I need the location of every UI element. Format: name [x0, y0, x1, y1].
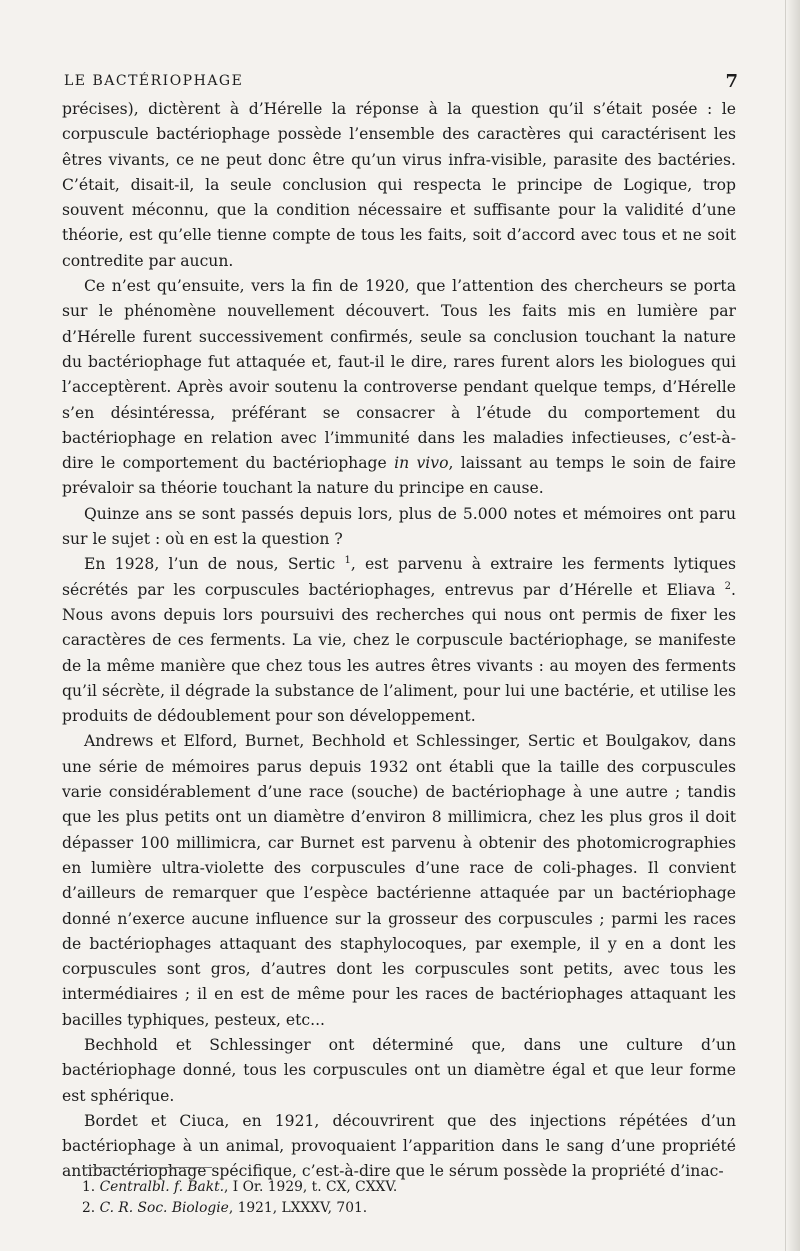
text-run: Ce n’est qu’ensuite, vers la fin de 1920, que l’attention des chercheurs se porta sur le phénomène nouvellement découvert. Tous les faits mis en lumière par d’Hérelle furent successivement confirmés, seule sa conclusion touchant la nature du bactériophage fut attaquée et, faut-il le dire, rares furent alors les biologues qui l’acceptèrent. Après avoir soutenu la controverse pendant quelque temps, d’Hérelle s’en désintéressa, préférant se consacrer à l’étude du comportement du bactériophage en relation avec l’immunité dans les maladies infectieuses, c’est-à-dire le comportement du bactériophage	[62, 277, 736, 473]
body-text	[62, 97, 736, 1185]
paragraph	[62, 97, 736, 274]
italic-text: C. R. Soc. Biologie	[99, 1200, 229, 1216]
paragraph	[62, 1109, 736, 1185]
paragraph	[62, 502, 736, 553]
page-number: 7	[725, 71, 738, 92]
text-run: précises), dictèrent à d’Hérelle la réponse à la question qu’il s’était posée : le corpuscule bactériophage possède l’ensemble des caractères qui caractérisent les êtres vivants, ce ne peut donc être qu’un virus infra-visible, parasite des bactéries. C’était, disait-il, la seule conclusion qui respecta le principe de Logique, trop souvent méconnu, que la condition nécessaire et suffisante pour la validité d’une théorie, est qu’elle tienne compte de tous les faits, soit d’accord avec tous et ne soit contredite par aucun.	[62, 100, 736, 270]
italic-text: Centralbl. f. Bakt.	[99, 1179, 225, 1195]
text-run: Andrews et Elford, Burnet, Bechhold et Schlessinger, Sertic et Boulgakov, dans une série de mémoires parus depuis 1932 ont établi que la taille des corpuscules varie considérablement d’une race (souche) de bactériophage à une autre ; tandis que les plus petits ont un diamètre d’environ 8 millimicra, chez les plus gros il doit dépasser 100 millimicra, car Burnet est parvenu à obtenir des photomicrographies en lumière ultra-violette des corpuscules d’une race de coli-phages. Il convient d’ailleurs de remarquer que l’espèce bactérienne attaquée par un bactériophage donné n’exerce aucune influence sur la grosseur des corpuscules ; parmi les races de bactériophages attaquant des staphylocoques, par exemple, il y en a dont les corpuscules sont gros, d’autres dont les corpuscules sont petits, avec tous les intermédiaires ; il en est de même pour les races de bactériophages attaquant les bacilles typhiques, pesteux, etc...	[62, 732, 736, 1029]
paragraph	[62, 274, 736, 502]
footnote-ref: 2	[724, 580, 732, 592]
running-head-title: LE BACTÉRIOPHAGE	[64, 73, 244, 89]
text-run: En 1928, l’un de nous, Sertic	[84, 555, 345, 574]
text-run: , I Or. 1929, t. CX, CXXV.	[224, 1179, 398, 1195]
text-run: , est parvenu à extraire les ferments lytiques sécrétés par les corpuscules bactériophages, entrevus par d’Hérelle et Eliava	[62, 555, 736, 599]
text-run: Bechhold et Schlessinger ont déterminé que, dans une culture d’un bactériophage donné, tous les corpuscules ont un diamètre égal et que leur forme est sphérique.	[62, 1035, 736, 1105]
footnote	[82, 1177, 722, 1198]
text-run: , laissant au temps le soin de faire prévaloir sa théorie touchant la nature du principe en cause.	[62, 454, 736, 498]
footnote-ref: 1	[344, 555, 351, 567]
paragraph	[62, 552, 736, 729]
page-edge-shadow	[785, 0, 800, 1251]
text-run: 2.	[82, 1200, 100, 1216]
italic-text: in vivo	[394, 454, 449, 473]
text-run: Quinze ans se sont passés depuis lors, plus de 5.000 notes et mémoires ont paru sur le sujet : où en est la question ?	[62, 504, 736, 549]
footnotes	[82, 1177, 722, 1219]
text-run: Bordet et Ciuca, en 1921, découvrirent que des injections répétées d’un bactériophage à un animal, provoquaient l’apparition dans le sang d’une propriété antibactériophage spécifique, c’est-à-dire que le sérum possède la propriété d’inac-	[62, 1111, 736, 1181]
text-run: . Nous avons depuis lors poursuivi des recherches qui nous ont permis de fixer les caractères de ces ferments. La vie, chez le corpuscule bactériophage, se manifeste de la même manière que chez tous les autres êtres vivants : au moyen des ferments qu’il sécrète, il dégrade la substance de l’aliment, pour lui une bactérie, et utilise les produits de dédoublement pour son développement.	[62, 580, 736, 726]
text-run: , 1921, LXXXV, 701.	[228, 1200, 368, 1216]
paragraph	[62, 729, 736, 1033]
running-head	[64, 71, 736, 95]
paragraph	[62, 1033, 736, 1109]
footnote-separator	[82, 1167, 212, 1168]
footnote	[82, 1198, 722, 1219]
text-run: 1.	[82, 1179, 100, 1195]
